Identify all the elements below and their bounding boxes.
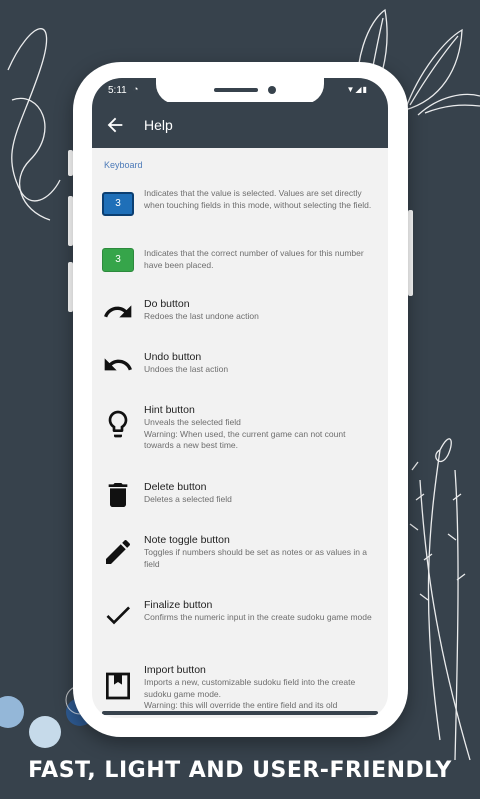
page-title: Help <box>144 117 173 133</box>
sync-icon: ◔ <box>133 84 139 94</box>
back-arrow-icon[interactable] <box>104 114 126 136</box>
app-bar <box>92 102 388 148</box>
item-description: Toggles if numbers should be set as notes or as values in a field <box>144 547 368 569</box>
promo-caption: FAST, LIGHT AND USER-FRIENDLY <box>28 758 452 783</box>
speaker <box>214 88 258 92</box>
item-description: Unveals the selected field Warning: When used, the current game can not count towards a new best time. <box>144 417 346 450</box>
phone-screen <box>92 78 388 718</box>
camera <box>268 86 276 94</box>
status-time: 5:11 <box>108 85 127 96</box>
item-title: Delete button <box>144 481 207 493</box>
section-header-keyboard: Keyboard <box>104 160 143 170</box>
item-title: Import button <box>144 664 206 676</box>
notch <box>156 78 324 104</box>
checkmark-icon <box>102 599 134 631</box>
lightbulb-icon <box>102 408 134 440</box>
selected-value-badge: 3 <box>102 192 134 216</box>
item-title: Hint button <box>144 404 195 416</box>
item-title: Note toggle button <box>144 534 230 546</box>
item-description: Deletes a selected field <box>144 494 232 504</box>
item-title: Undo button <box>144 351 202 363</box>
undo-icon <box>102 349 134 381</box>
item-description: Imports a new, customizable sudoku field into the create sudoku game mode. Warning: this will override the entire field and its old <box>144 677 356 710</box>
gesture-nav-bar[interactable] <box>102 711 378 715</box>
item-description: Indicates that the correct number of values for this number have been placed. <box>144 248 364 270</box>
item-description: Undoes the last action <box>144 364 229 374</box>
completed-value-badge: 3 <box>102 248 134 272</box>
signal-battery-icon: ▼◢▮ <box>346 85 368 94</box>
item-title: Finalize button <box>144 599 213 611</box>
pencil-icon <box>102 536 134 568</box>
redo-icon <box>102 296 134 328</box>
phone-power-button <box>408 210 413 296</box>
import-icon <box>102 670 134 702</box>
item-title: Do button <box>144 298 190 310</box>
item-description: Indicates that the value is selected. Values are set directly when touching fields in this mode, without selecting the field. <box>144 188 372 210</box>
item-description: Redoes the last undone action <box>144 311 259 321</box>
item-description: Confirms the numeric input in the create sudoku game mode <box>144 612 372 622</box>
trash-icon <box>102 479 134 511</box>
